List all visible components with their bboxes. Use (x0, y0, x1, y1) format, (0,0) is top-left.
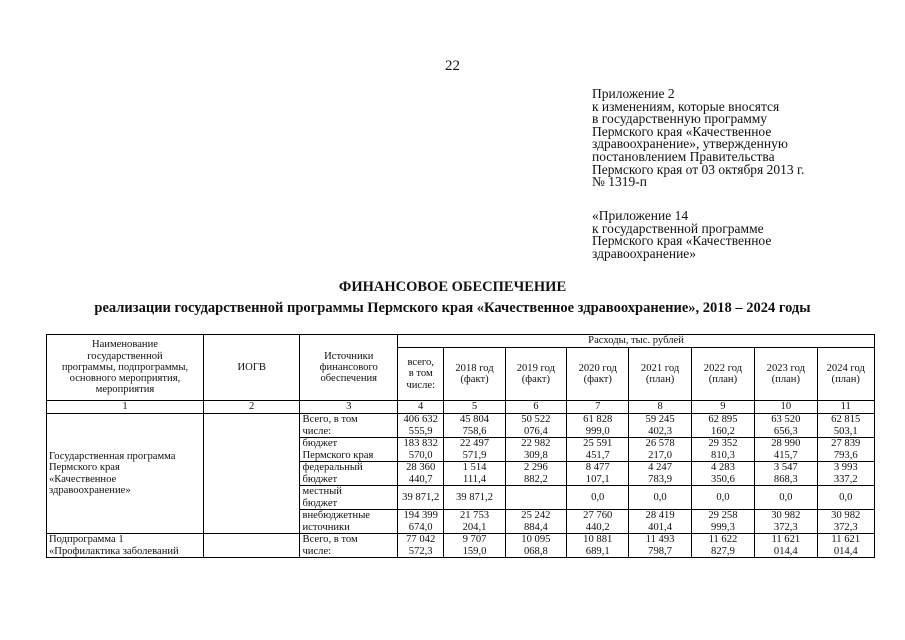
row-value (444, 534, 505, 558)
row-value (398, 462, 444, 486)
annex-main-line: Пермского края от 03 октября 2013 г. (592, 161, 805, 177)
annex-main-line: в государственную программу (592, 111, 768, 127)
annex-main-line: Приложение 2 (592, 86, 675, 101)
row-value (444, 438, 505, 462)
value-line: 1 514 (462, 462, 487, 474)
header-name-line: государственной (87, 350, 163, 362)
value-line: 194 399 (403, 510, 438, 522)
source-line: числе: (302, 545, 332, 557)
row-program-name (47, 534, 204, 558)
column-number: 1 (47, 401, 204, 414)
row-value (755, 438, 817, 462)
header-sources-line: Источники (324, 350, 374, 362)
page-number: 22 (445, 58, 460, 74)
row-value (398, 534, 444, 558)
annex-main-line: здравоохранение», утвержденную (592, 136, 788, 152)
header-year-line: (факт) (583, 374, 612, 385)
row-value (755, 462, 817, 486)
column-number: 3 (300, 401, 398, 414)
row-value (398, 486, 444, 510)
header-sources-col (300, 335, 398, 401)
row-value (817, 486, 875, 510)
header-year-line: всего, (407, 357, 434, 369)
subprogram-row (47, 534, 875, 558)
source-line: числе: (302, 425, 332, 437)
header-year-line: (факт) (460, 374, 489, 385)
annex-quote-block (592, 210, 892, 260)
header-sources-line: финансового (319, 361, 378, 373)
program-name-line: «Профилактика заболеваний (49, 545, 179, 557)
row-value (398, 510, 444, 534)
value-line: 350,6 (711, 473, 735, 485)
value-line: 0,0 (839, 491, 853, 503)
value-line: 068,8 (523, 545, 548, 557)
row-value (567, 462, 629, 486)
value-line: 25 591 (583, 438, 613, 450)
program-name-line: здравоохранение» (49, 484, 131, 496)
value-line: 159,0 (462, 545, 487, 557)
program-row (47, 414, 875, 438)
annex-quote-line: Пермского края «Качественное (592, 233, 772, 249)
value-line: 62 815 (831, 414, 861, 426)
row-iogv (203, 534, 300, 558)
source-line: бюджет (302, 438, 338, 450)
row-value (505, 534, 566, 558)
value-line: 0,0 (653, 491, 667, 503)
source-line: Всего, в том (302, 534, 358, 546)
header-year-line: 2023 год (766, 362, 805, 374)
row-source (300, 438, 398, 462)
value-line: 758,6 (462, 425, 487, 437)
row-value (505, 510, 566, 534)
value-line: 77 042 (406, 534, 436, 546)
value-line: 884,4 (523, 521, 548, 533)
value-line: 401,4 (648, 521, 672, 533)
value-line: 451,7 (585, 449, 610, 461)
value-line: 014,4 (833, 545, 858, 557)
source-line: источники (302, 521, 350, 533)
row-value (505, 438, 566, 462)
source-line: внебюджетные (302, 510, 371, 522)
value-line: 014,4 (773, 545, 798, 557)
value-line: 29 352 (708, 438, 738, 450)
value-line: 656,3 (773, 425, 798, 437)
row-source (300, 534, 398, 558)
header-year-line: 2018 год (455, 362, 494, 374)
value-line: 372,3 (833, 521, 858, 533)
value-line: 11 621 (771, 534, 801, 546)
value-line: 22 497 (459, 438, 490, 450)
row-value (629, 510, 691, 534)
value-line: 61 828 (583, 414, 613, 426)
annex-main-line: № 1319-п (592, 174, 647, 190)
header-iogv-col: ИОГВ (203, 335, 300, 401)
row-value (505, 462, 566, 486)
row-value (629, 534, 691, 558)
value-line: 27 760 (583, 510, 613, 522)
value-line: 217,0 (648, 449, 672, 461)
row-value (691, 534, 754, 558)
program-name-line: Пермского края (49, 462, 120, 474)
column-number: 5 (444, 401, 505, 414)
annex-main-line: Пермского края «Качественное (592, 123, 772, 139)
row-value (505, 414, 566, 438)
row-source (300, 510, 398, 534)
value-line: 0,0 (716, 491, 730, 503)
value-line: 59 245 (645, 414, 675, 426)
header-year-col (691, 348, 754, 401)
value-line: 10 095 (521, 534, 551, 546)
row-value (444, 414, 505, 438)
header-name-col (47, 335, 204, 401)
row-value (691, 438, 754, 462)
row-source (300, 414, 398, 438)
value-line: 555,9 (408, 425, 433, 437)
annex-main-line: постановлением Правительства (592, 148, 775, 164)
value-line: 415,7 (773, 449, 798, 461)
row-value (817, 510, 875, 534)
header-year-line: (план) (708, 374, 738, 385)
row-value (691, 486, 754, 510)
value-line: 9 707 (462, 534, 487, 546)
value-line: 999,0 (585, 425, 610, 437)
header-year-line: 2022 год (703, 362, 743, 374)
value-line: 11 621 (831, 534, 861, 546)
value-line: 160,2 (711, 425, 735, 437)
column-number: 6 (505, 401, 566, 414)
value-line: 21 753 (459, 510, 490, 522)
program-name-line: «Качественное (49, 473, 117, 485)
row-value (398, 438, 444, 462)
source-line: Всего, в том (302, 414, 358, 426)
column-number: 7 (567, 401, 629, 414)
row-value (755, 510, 817, 534)
value-line: 0,0 (591, 491, 605, 503)
row-program-name (47, 414, 204, 534)
column-number: 4 (398, 401, 444, 414)
value-line: 27 839 (831, 438, 861, 450)
header-year-line: (план) (771, 374, 801, 385)
value-line: 4 283 (711, 462, 735, 474)
annex-main-block (592, 88, 892, 189)
header-year-line: 2024 год (826, 362, 865, 374)
header-name-line: мероприятия (95, 384, 155, 396)
header-year-col (817, 348, 875, 401)
column-number: 9 (691, 401, 754, 414)
value-line: 4 247 (648, 462, 672, 474)
value-line: 25 242 (521, 510, 551, 522)
value-line: 406 632 (403, 414, 438, 426)
column-number: 11 (817, 401, 875, 414)
row-source (300, 462, 398, 486)
header-year-col (567, 348, 629, 401)
value-line: 674,0 (408, 521, 433, 533)
value-line: 26 578 (645, 438, 675, 450)
value-line: 107,1 (585, 473, 610, 485)
value-line: 372,3 (773, 521, 798, 533)
document-subtitle: реализации государственной программы Пермского края «Качественное здравоохранение», 2018 – 2024 годы (94, 300, 811, 316)
annex-quote-line: к государственной программе (592, 220, 764, 236)
row-value (567, 510, 629, 534)
row-value (817, 414, 875, 438)
header-year-line: (план) (831, 374, 860, 385)
row-value (691, 510, 754, 534)
value-line: 204,1 (462, 521, 487, 533)
row-value (755, 534, 817, 558)
column-number: 2 (203, 401, 300, 414)
row-source (300, 486, 398, 510)
header-year-col (444, 348, 505, 401)
source-line: бюджет (302, 473, 338, 485)
value-line: 45 804 (459, 414, 490, 426)
row-value (817, 438, 875, 462)
row-value (629, 486, 691, 510)
value-line: 3 993 (833, 462, 858, 474)
document-title: ФИНАНСОВОЕ ОБЕСПЕЧЕНИЕ (338, 279, 567, 295)
header-year-col (755, 348, 817, 401)
value-line: 783,9 (648, 473, 672, 485)
source-line: бюджет (302, 497, 338, 509)
row-value (567, 486, 629, 510)
value-line: 8 477 (585, 462, 610, 474)
header-name-line: Наименование (91, 339, 158, 351)
row-value (567, 534, 629, 558)
row-value (629, 462, 691, 486)
header-year-line: 2020 год (578, 362, 617, 374)
column-number: 8 (629, 401, 691, 414)
value-line: 402,3 (648, 425, 672, 437)
value-line: 39 871,2 (402, 491, 440, 503)
row-value (691, 462, 754, 486)
header-year-line: числе: (406, 379, 436, 391)
value-line: 076,4 (523, 425, 548, 437)
row-value (505, 486, 566, 510)
value-line: 11 622 (708, 534, 738, 546)
value-line: 999,3 (711, 521, 735, 533)
header-year-col (398, 348, 444, 401)
value-line: 29 258 (708, 510, 738, 522)
value-line: 309,8 (523, 449, 548, 461)
program-name-line: Подпрограмма 1 (49, 534, 124, 546)
annex-quote-line: здравоохранение» (592, 245, 697, 261)
header-sources-line: обеспечения (320, 373, 378, 385)
row-value (755, 414, 817, 438)
value-line: 3 547 (773, 462, 798, 474)
financing-table (46, 334, 875, 558)
header-year-line: 2021 год (640, 362, 680, 374)
header-name-line: основного мероприятия, (69, 373, 181, 385)
annex-main-line: к изменениям, которые вносятся (592, 98, 780, 114)
value-line: 810,3 (711, 449, 735, 461)
value-line: 111,4 (462, 473, 487, 485)
value-line: 440,7 (408, 473, 433, 485)
program-name-line: Государственная программа (49, 451, 176, 463)
row-value (444, 510, 505, 534)
row-value (444, 486, 505, 510)
value-line: 827,9 (711, 545, 735, 557)
row-value (755, 486, 817, 510)
source-line: Пермского края (302, 449, 374, 461)
row-value (691, 414, 754, 438)
header-year-col (505, 348, 566, 401)
value-line: 503,1 (833, 425, 858, 437)
value-line: 63 520 (771, 414, 801, 426)
row-value (817, 462, 875, 486)
header-year-col (629, 348, 691, 401)
value-line: 798,7 (648, 545, 672, 557)
value-line: 22 982 (521, 438, 551, 450)
value-line: 689,1 (585, 545, 610, 557)
value-line: 28 360 (406, 462, 436, 474)
value-line: 337,2 (833, 473, 858, 485)
value-line: 570,0 (408, 449, 433, 461)
value-line: 882,2 (523, 473, 548, 485)
value-line: 30 982 (771, 510, 801, 522)
row-value (629, 438, 691, 462)
value-line: 50 522 (521, 414, 551, 426)
row-value (567, 438, 629, 462)
row-value (629, 414, 691, 438)
annex-quote-line: «Приложение 14 (592, 208, 689, 223)
value-line: 39 871,2 (455, 491, 494, 503)
source-line: местный (302, 486, 342, 498)
value-line: 868,3 (773, 473, 798, 485)
value-line: 62 895 (708, 414, 738, 426)
source-line: федеральный (302, 462, 363, 474)
value-line: 30 982 (831, 510, 861, 522)
header-year-line: (план) (645, 374, 675, 385)
value-line: 28 419 (645, 510, 675, 522)
row-iogv (203, 414, 300, 534)
row-value (398, 414, 444, 438)
value-line: 28 990 (771, 438, 801, 450)
header-year-line: в том (408, 368, 433, 380)
header-expenses: Расходы, тыс. рублей (398, 335, 875, 348)
value-line: 11 493 (645, 534, 675, 546)
value-line: 183 832 (403, 438, 438, 450)
row-value (567, 414, 629, 438)
value-line: 793,6 (833, 449, 858, 461)
value-line: 10 881 (583, 534, 613, 546)
value-line: 0,0 (779, 491, 793, 503)
header-year-line: 2019 год (516, 362, 556, 374)
value-line: 571,9 (462, 449, 487, 461)
header-year-line: (факт) (521, 374, 550, 385)
header-name-line: программы, подпрограммы, (61, 361, 189, 373)
value-line: 2 296 (523, 462, 548, 474)
column-number: 10 (755, 401, 817, 414)
row-value (817, 534, 875, 558)
value-line: 572,3 (408, 545, 433, 557)
value-line: 440,2 (585, 521, 610, 533)
row-value (444, 462, 505, 486)
